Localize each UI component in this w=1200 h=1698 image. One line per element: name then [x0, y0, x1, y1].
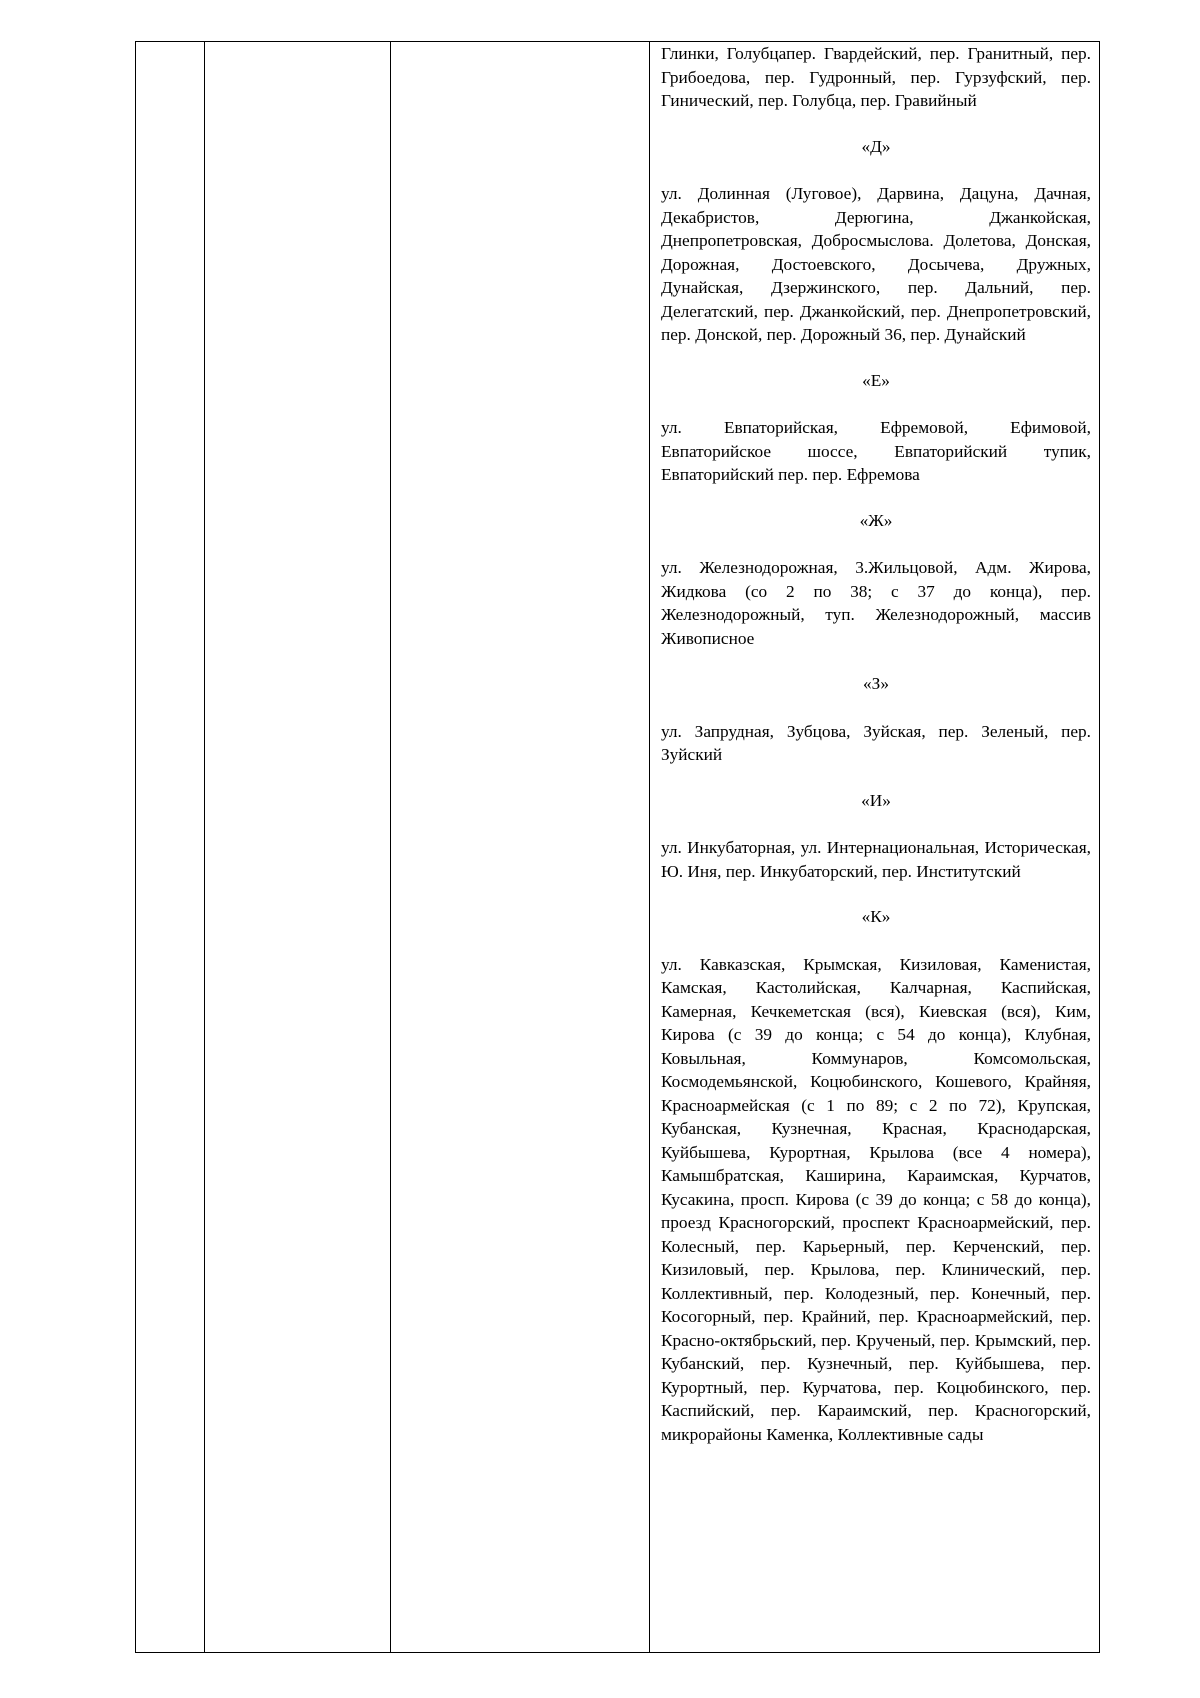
letter-heading-zh: «Ж» [859, 510, 893, 530]
streets-k: ул. Кавказская, Крымская, Кизиловая, Каменистая, Камская, Кастолийская, Калчарная, Каспийская, Камерная, Кечкеметская (вся), Киевская (вся), Ким, Кирова (с 39 до конца; с 54 до конца), Клубная, Ковыльная, Коммунаров, Комсомольская, Космодемьянской, Коцюбинского, Кошевого, Крайняя, Красноармейская (с 1 по 89; с 2 по 72), Крупская, Кубанская, Кузнечная, Красная, Краснодарская, Куйбышева, Курортная, Крылова (все 4 номера), Камышбратская, Каширина, Караимская, Курчатов, Кусакина, просп. Кирова (с 39 до конца; с 58 до конца), проезд Красногорский, проспект Красноармейский, пер. Колесный, пер. Карьерный, пер. Керченский, пер. Кизиловый, пер. Крылова, пер. Клинический, пер. Коллективный, пер. Колодезный, пер. Конечный, пер. Косогорный, пер. Крайний, пер. Красноармейский, пер. Красно-октябрьский, пер. Крученый, пер. Крымский, пер. Кубанский, пер. Кузнечный, пер. Куйбышева, пер. Курортный, пер. Курчатова, пер. Коцюбинского, пер. Каспийский, пер. Караимский, пер. Красногорский, микрорайоны Каменка, Коллективные сады [661, 954, 1091, 1444]
letter-heading-d: «Д» [861, 136, 891, 156]
streets-d: ул. Долинная (Луговое), Дарвина, Дацуна, Дачная, Декабристов, Дерюгина, Джанкойская, Днепропетровская, Добросмыслова. Долетова, Донская, Дорожная, Достоевского, Досычева, Дружных, Дунайская, Дзержинского, пер. Дальний, пер. Делегатский, пер. Джанкойский, пер. Днепропетровский, пер. Донской, пер. Дорожный 36, пер. Дунайский [661, 184, 1091, 344]
streets-cell [661, 42, 1091, 1446]
street-table [135, 41, 1100, 1653]
streets-i: ул. Инкубаторная, ул. Интернациональная, Историческая, Ю. Иня, пер. Инкубаторский, пер. Институтский [661, 838, 1091, 881]
letter-heading-k: «К» [861, 907, 891, 926]
letter-heading-z: «З» [863, 674, 889, 693]
streets-g-continuation: Глинки, Голубцапер. Гвардейский, пер. Гранитный, пер. Грибоедова, пер. Гудронный, пер. Гурзуфский, пер. Гинический, пер. Голубца, пер. Гравийный [661, 44, 1091, 110]
column-divider-2 [390, 42, 391, 1652]
streets-e: ул. Евпаторийская, Ефремовой, Ефимовой, Евпаторийское шоссе, Евпаторийский тупик, Евпаторийский пер. пер. Ефремова [661, 418, 1091, 484]
column-divider-1 [204, 42, 205, 1652]
letter-heading-e: «Е» [862, 370, 890, 390]
streets-zh: ул. Железнодорожная, 3.Жильцовой, Адм. Жирова, Жидкова (со 2 по 38; с 37 до конца), пер. Железнодорожный, туп. Железнодорожный, массив Живописное [661, 558, 1091, 648]
streets-z: ул. Запрудная, Зубцова, Зуйская, пер. Зеленый, пер. Зуйский [661, 721, 1091, 764]
column-divider-3 [649, 42, 650, 1652]
letter-heading-i: «И» [861, 790, 891, 810]
